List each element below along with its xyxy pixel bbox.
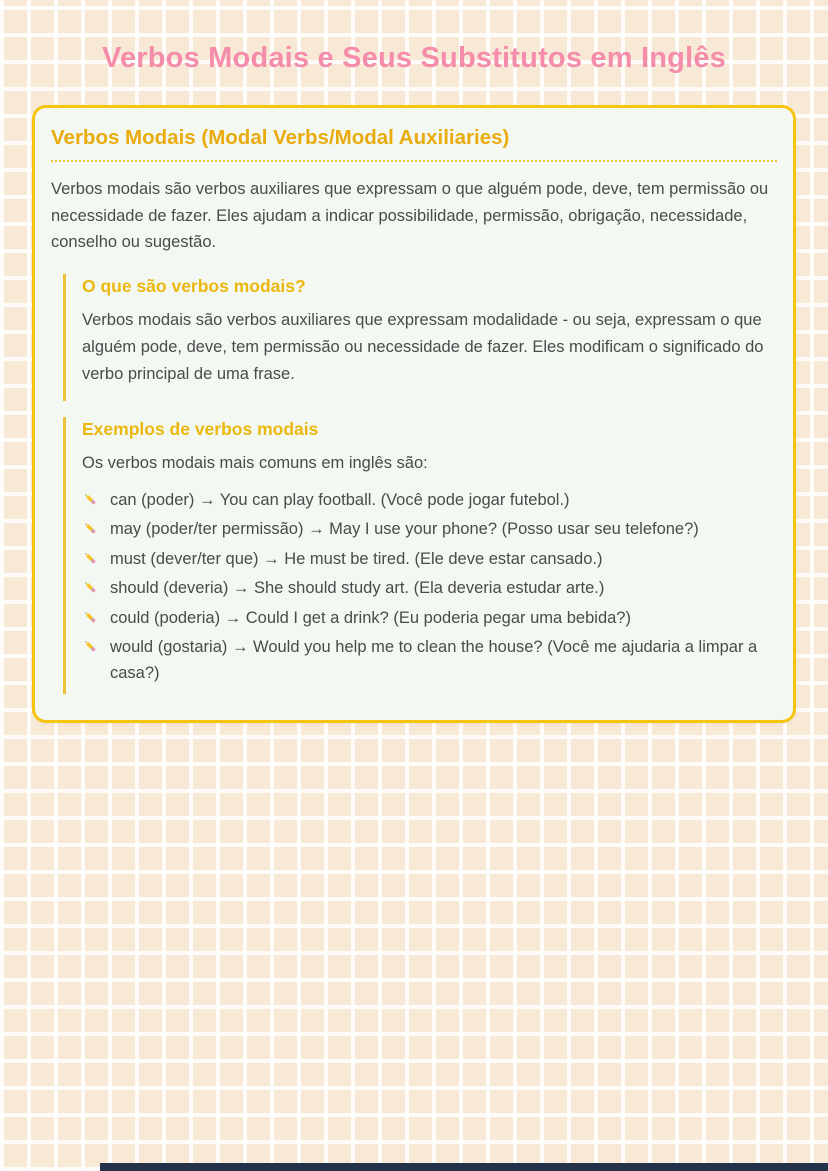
footer-bar [100, 1163, 828, 1171]
pencil-icon [82, 579, 99, 596]
list-item [82, 634, 777, 687]
list-item [82, 546, 777, 572]
section-heading: O que são verbos modais? [82, 276, 306, 297]
modal-verbs-list [82, 487, 777, 687]
pencil-icon [82, 550, 99, 567]
list-item [82, 575, 777, 601]
card-heading: Verbos Modais (Modal Verbs/Modal Auxiliaries) [51, 126, 777, 162]
list-item-text: must (dever/ter que) → He must be tired. (Ele deve estar cansado.) [110, 549, 603, 568]
section-body: Verbos modais são verbos auxiliares que expressam modalidade - ou seja, expressam o que alguém pode, deve, tem permissão ou necessidade de fazer. Eles modificam o significado do verbo principal de uma frase. [82, 311, 764, 383]
modal-verbs-card [32, 105, 796, 723]
list-item-text: can (poder) → You can play football. (Você pode jogar futebol.) [110, 491, 570, 510]
page-title: Verbos Modais e Seus Substitutos em Inglês [102, 42, 726, 74]
section-heading: Exemplos de verbos modais [82, 419, 319, 440]
list-item-text: should (deveria) → She should study art. (Ela deveria estudar arte.) [110, 579, 605, 598]
list-item [82, 487, 777, 513]
pencil-icon [82, 520, 99, 537]
card-intro: Verbos modais são verbos auxiliares que expressam o que alguém pode, deve, tem permissão ou necessidade de fazer. Eles ajudam a indicar possibilidade, permissão, obrigação, necessidade, conselho ou sugestão. [51, 180, 769, 252]
pencil-icon [82, 638, 99, 655]
section-o-que-sao-verbos-modais [63, 274, 777, 401]
list-item [82, 516, 777, 542]
pencil-icon [82, 609, 99, 626]
list-item-text: could (poderia) → Could I get a drink? (Eu poderia pegar uma bebida?) [110, 608, 631, 627]
list-item [82, 605, 777, 631]
section-body: Os verbos modais mais comuns em inglês são: [82, 454, 428, 473]
section-exemplos-de-verbos-modais [63, 417, 777, 693]
pencil-icon [82, 491, 99, 508]
list-item-text: may (poder/ter permissão) → May I use your phone? (Posso usar seu telefone?) [110, 520, 699, 539]
list-item-text: would (gostaria) → Would you help me to clean the house? (Você me ajudaria a limpar a casa?) [110, 637, 758, 683]
